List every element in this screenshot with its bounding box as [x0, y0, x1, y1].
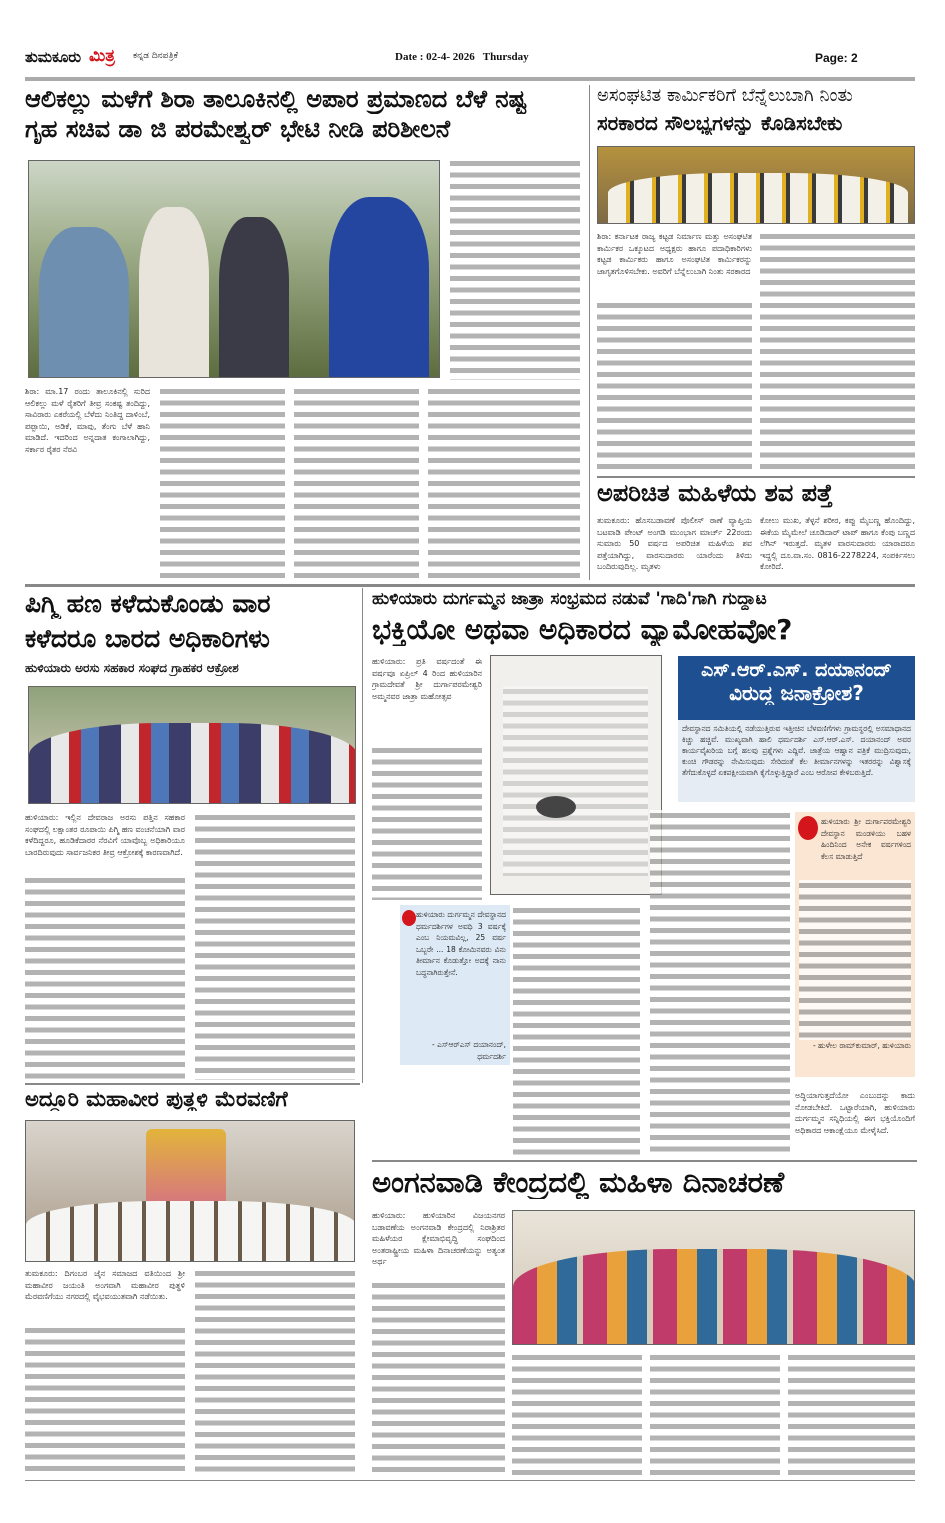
story6-text-columns	[25, 1325, 185, 1475]
quote-mark-icon	[798, 816, 818, 840]
column-divider	[362, 588, 363, 1083]
story2-text-columns	[597, 300, 752, 470]
story6-headline: ಅದ್ದೂರಿ ಮಹಾವೀರ ಪುತ್ಥಳಿ ಮೆರವಣಿಗೆ	[25, 1087, 288, 1111]
logo-name-accent: ಮಿತ್ರ	[89, 46, 115, 66]
story2-photo	[597, 146, 915, 224]
story7-text-columns	[788, 1352, 915, 1475]
divider	[372, 1160, 917, 1162]
story6-photo	[25, 1120, 355, 1262]
story1-headline-2: ಗೃಹ ಸಚಿವ ಡಾ ಜಿ ಪರಮೇಶ್ವರ್ ಭೇಟಿ ನೀಡಿ ಪರಿಶೀಲನೆ	[25, 116, 451, 143]
footer-rule	[25, 1480, 915, 1481]
story1-text-columns	[428, 386, 580, 578]
story4-text-columns	[25, 875, 185, 1080]
story4-headline-1: ಪಿಗ್ಮಿ ಹಣ ಕಳೆದುಕೊಂಡು ವಾರ	[25, 590, 271, 618]
story5-quote2: ಹುಳಿಯಾರು ಶ್ರೀ ದುರ್ಗಾಪರಮೇಶ್ವರಿ ದೇವಸ್ಥಾನ ಮಂಡಳಿಯು ಬಹಳ ಹಿಂದಿನಿಂದ ಅನೇಕ ವರ್ಷಗಳಿಂದ ಕೆಲಸ ಮಾಡುತ್ತಿದೆ - ಹುಳೇಲ ರಾಮ್‌ಕುಮಾರ್, ಹುಳಿಯಾರು	[795, 812, 915, 1077]
story3-headline: ಅಪರಿಚಿತ ಮಹಿಳೆಯ ಶವ ಪತ್ತೆ	[597, 480, 833, 507]
document-image	[490, 655, 662, 895]
story3-col1: ತುಮಕೂರು: ಹೊಸಬಡಾವಣೆ ಪೊಲೀಸ್ ಠಾಣೆ ವ್ಯಾಪ್ತಿಯ ಬಟವಾಡಿ ಪೇಂಟ್ ಅಂಗಡಿ ಮುಂಭಾಗ ಮಾರ್ಚ್ 22ರಂದು ಸುಮಾರು 50 ವರ್ಷದ ಅಪರಿಚಿತ ಮಹಿಳೆಯ ಶವ ಪತ್ತೆಯಾಗಿದ್ದು, ವಾರಸುದಾರರು ಯಾರೆಂದು ತಿಳಿದು ಬಂದಿರುವುದಿಲ್ಲ. ಮೃತಳು	[597, 516, 752, 571]
document-handwriting	[503, 686, 648, 876]
divider	[597, 476, 915, 478]
story1-text-columns	[294, 386, 419, 578]
issue-date: Date : 02-4- 2026 Thursday	[395, 51, 529, 63]
story7-headline: ಅಂಗನವಾಡಿ ಕೇಂದ್ರದಲ್ಲಿ ಮಹಿಳಾ ದಿನಾಚರಣೆ	[372, 1166, 785, 1199]
story1-text-columns	[160, 386, 285, 578]
quote-mark-icon	[402, 910, 416, 926]
column-divider	[589, 85, 590, 580]
section-rule	[25, 584, 915, 587]
story5-body: ಹುಳಿಯಾರು: ಪ್ರತಿ ವರ್ಷದಂತೆ ಈ ವರ್ಷವೂ ಏಪ್ರಿಲ್ 4 ರಿಂದ ಹುಳಿಯಾರಿನ ಗ್ರಾಮದೇವತೆ ಶ್ರೀ ದುರ್ಗಾಪರಮೇಶ್ವರಿ ಅಮ್ಮನವರ ಜಾತ್ರಾ ಮಹೋತ್ಸವ	[372, 657, 482, 701]
story5-text-columns	[372, 745, 482, 900]
story5-box-title-2: ವಿರುದ್ಧ ಜನಾಕ್ರೋಶ?	[729, 681, 864, 705]
story7-body: ಹುಳಿಯಾರು: ಹುಳಿಯಾರಿನ ವಿಜಯನಗರ ಬಡಾವಣೆಯ ಅಂಗನವಾಡಿ ಕೇಂದ್ರದಲ್ಲಿ ನಿರಾಶ್ರಿತರ ಮಹಿಳೆಯರ ಕ್ಷೇಮಾಭಿವೃದ್ಧಿ ಸಂಘದಿಂದ ಅಂತರಾಷ್ಟ್ರೀಯ ಮಹಿಳಾ ದಿನಾಚರಣೆಯನ್ನು ಅತ್ಯಂತ ಅರ್ಥ	[372, 1211, 505, 1266]
story1-headline-1: ಆಲಿಕಲ್ಲು ಮಳೆಗೆ ಶಿರಾ ತಾಲೂಕಿನಲ್ಲಿ ಅಪಾರ ಪ್ರಮಾಣದ ಬೆಳೆ ನಷ್ಟ	[25, 86, 527, 113]
logo-tagline: ಕನ್ನಡ ದಿನಪತ್ರಿಕೆ	[133, 51, 179, 61]
story4-headline-2: ಕಳೆದರೂ ಬಾರದ ಅಧಿಕಾರಿಗಳು	[25, 625, 270, 653]
story4-body: ಹುಳಿಯಾರು: ಇಲ್ಲಿನ ದೇವರಾಜ ಅರಸು ಪತ್ತಿನ ಸಹಕಾರ ಸಂಘದಲ್ಲಿ ಲಕ್ಷಾಂತರ ರೂಪಾಯಿ ಪಿಗ್ಮಿ ಹಣ ವಂಚನೆಯಾಗಿ ವಾರ ಕಳೆದಿದ್ದರೂ, ಹೂಡಿಕೆದಾರರ ನೆರವಿಗೆ ಯಾವೊಬ್ಬ ಅಧಿಕಾರಿಯೂ ಬಾರದಿರುವುದು ಸಾರ್ವಜನಿಕರ ತೀವ್ರ ಆಕ್ರೋಶಕ್ಕೆ ಕಾರಣವಾಗಿದೆ.	[25, 813, 185, 857]
story7-photo	[512, 1210, 915, 1345]
story1-photo	[28, 160, 440, 378]
story7-text-columns	[372, 1280, 505, 1475]
story5-box-title-1: ಎಸ್.ಆರ್.ಎಸ್. ದಯಾನಂದ್	[701, 660, 892, 681]
quote-text-lines	[799, 880, 911, 1040]
story5-tail: ಅದ್ಧಿಯಾಗುತ್ತದೆಯೋ ಎಂಬುದನ್ನು ಕಾದು ನೋಡಬೇಕಿದೆ. ಒಟ್ಟಾರೆಯಾಗಿ, ಹುಳಿಯಾರು ದುರ್ಗಮ್ಮನ ಸನ್ನಿಧಿಯಲ್ಲಿ ಈಗ ಭಕ್ತಿಯೊಂದಿಗೆ ಅಧಿಕಾರದ ಆಕಾಂಕ್ಷೆಯೂ ಮೇಳೈಸಿದೆ.	[795, 1091, 915, 1135]
story5-text-columns	[513, 905, 640, 1155]
story7-text-columns	[650, 1352, 780, 1475]
story4-photo	[28, 686, 356, 804]
story5-text-columns	[650, 810, 790, 1155]
logo-name: ತುಮಕೂರು	[25, 48, 82, 66]
divider	[25, 1083, 360, 1085]
story1-body: ಶಿರಾ: ಮಾ.17 ರಂದು ತಾಲೂಕಿನಲ್ಲಿ ಸುರಿದ ಆಲಿಕಲ್ಲು ಮಳೆ ರೈತರಿಗೆ ತೀವ್ರ ಸಂಕಷ್ಟ ತಂದಿದ್ದು, ಸಾವಿರಾರು ಎಕರೆಯಲ್ಲಿ ಬೆಳೆದು ನಿಂತಿದ್ದ ದಾಳಿಂಬೆ, ಪಪ್ಪಾಯಿ, ಅಡಿಕೆ, ಮಾವು, ತೆಂಗು ಬೆಳೆ ಹಾನಿ ಮಾಡಿದೆ. ಇದರಿಂದ ಅನ್ನದಾತ ಕಂಗಾಲಾಗಿದ್ದು, ಸರ್ಕಾರ ರೈತರ ನೆರವಿ	[25, 387, 150, 454]
story2-text-columns	[760, 231, 915, 469]
page-number: Page: 2	[815, 51, 858, 65]
story6-text-columns	[195, 1268, 355, 1475]
story2-body: ಶಿರಾ: ಕರ್ನಾಟಕ ರಾಜ್ಯ ಕಟ್ಟಡ ನಿರ್ಮಾಣ ಮತ್ತು ಅಸಂಘಟಿತ ಕಾರ್ಮಿಕರ ಒಕ್ಕೂಟದ ಅಧ್ಯಕ್ಷರು ಹಾಗೂ ಪದಾಧಿಕಾರಿಗಳು ಕಟ್ಟಡ ಕಾರ್ಮಿಕರು ಹಾಗೂ ಅಸಂಘಟಿತ ಕಾರ್ಮಿಕರನ್ನು ಜಾಗೃತಗೊಳಿಸಬೇಕು. ಅವರಿಗೆ ಬೆನ್ನೆಲುಬಾಗಿ ನಿಂತು ಸರಕಾರದ	[597, 232, 752, 276]
story7-text-columns	[512, 1352, 642, 1475]
story6-body: ತುಮಕೂರು: ದಿಗಂಬರ ಜೈನ ಸಮಾಜದ ವತಿಯಿಂದ ಶ್ರೀ ಮಹಾವೀರ ಜಯಂತಿ ಅಂಗವಾಗಿ ಮಹಾವೀರ ಪುತ್ಥಳಿ ಮೆರವಣಿಗೆಯು ನಗರದಲ್ಲಿ ವೈಭವಯುತವಾಗಿ ನಡೆಯಿತು.	[25, 1269, 185, 1301]
story1-text-columns	[450, 158, 580, 380]
document-stamp	[536, 796, 576, 818]
story3-col2: ಕೋಲು ಮುಖ, ತೆಳ್ಳನೆ ಶರೀರ, ಕಪ್ಪು ಮೈಬಣ್ಣ ಹೊಂದಿದ್ದು, ಈಕೆಯ ಮೈಮೇಲೆ ಚೂಡಿದಾರ್ ಟಾಪ್ ಹಾಗೂ ಕೆಂಪು ಬಣ್ಣದ ಲೆಗಿನ್ ಇರುತ್ತದೆ. ಮೃತಳ ವಾರಸುದಾರರು ಯಾರಾದರೂ ಇದ್ದಲ್ಲಿ ದೂ.ವಾ.ಸಂ. 0816-2278224, ಸಂಪರ್ಕಿಸಲು ಕೋರಿದೆ.	[760, 516, 915, 571]
story2-headline-1: ಅಸಂಘಟಿತ ಕಾರ್ಮಿಕರಿಗೆ ಬೆನ್ನೆಲುಬಾಗಿ ನಿಂತು	[597, 86, 853, 106]
story4-subhead: ಹುಳಿಯಾರು ಅರಸು ಸಹಕಾರ ಸಂಘದ ಗ್ರಾಹಕರ ಆಕ್ರೋಶ	[25, 662, 239, 675]
story5-headline: ಭಕ್ತಿಯೋ ಅಥವಾ ಅಧಿಕಾರದ ವ್ಯಾಮೋಹವೋ?	[372, 614, 793, 646]
story5-kicker: ಹುಳಿಯಾರು ದುರ್ಗಮ್ಮನ ಜಾತ್ರಾ ಸಂಭ್ರಮದ ನಡುವೆ 'ಗಾದಿ'ಗಾಗಿ ಗುದ್ದಾಟ	[372, 590, 767, 609]
masthead-rule	[25, 77, 915, 81]
masthead	[25, 46, 915, 72]
story5-box-header	[678, 656, 915, 720]
story2-headline-2: ಸರಕಾರದ ಸೌಲಭ್ಯಗಳನ್ನು ಕೊಡಿಸಬೇಕು	[597, 112, 843, 135]
story5-quote1: ಹುಳಿಯಾರು ದುರ್ಗಮ್ಮನ ದೇವಸ್ಥಾನದ ಧರ್ಮದರ್ಶಿಗಳ ಅವಧಿ 3 ವರ್ಷಕ್ಕೆ ಎಂಬ ನಿಯಮವಿಲ್ಲ, 25 ವರ್ಷ ಒಬ್ಬರೇ ... 18 ಕೋಮಿನವರು ವಿನು ತೀರ್ಮಾನ ಕೊಡುತ್ತೋ ಅದಕ್ಕೆ ನಾನು ಬದ್ಧನಾಗಿರುತ್ತೇನೆ. - ಎಸ್‌ಆರ್‌ಎಸ್ ದಯಾನಂದ್, ಧರ್ಮದರ್ಶಿ	[400, 905, 510, 1065]
story5-box-text: ದೇವಸ್ಥಾನದ ಸಮಿತಿಯಲ್ಲಿ ನಡೆಯುತ್ತಿರುವ ಇತ್ತೀಚಿನ ಬೆಳವಣಿಗೆಗಳು ಗ್ರಾಮಸ್ಥರಲ್ಲಿ ಅಸಮಾಧಾನದ ಕಿಚ್ಚು ಹಚ್ಚಿವೆ. ಮುಖ್ಯವಾಗಿ ಹಾಲಿ ಧರ್ಮದರ್ಶಿ ಎಸ್.ಆರ್.ಎಸ್. ದಯಾನಂದ್ ಅವರ ಕಾರ್ಯವೈಖರಿಯ ಬಗ್ಗೆ ಹಲವು ಪ್ರಶ್ನೆಗಳು ಎದ್ದಿವೆ. ಜಾತ್ರೆಯ ಆಹ್ವಾನ ಪತ್ರಿಕೆ ಮುದ್ರಿಸುವುದು, ಕುಂಚಿ ಗೌಡರನ್ನು ನೇಮಿಸುವುದು ಸೇರಿದಂತೆ ಕೆಲ ತೀರ್ಮಾನಗಳನ್ನು ಇತರರನ್ನು ವಿಶ್ವಾಸಕ್ಕೆ ತೆಗೆದುಕೊಳ್ಳದೆ ಏಕಪಕ್ಷೀಯವಾಗಿ ಕೈಗೊಳ್ಳುತ್ತಿದ್ದಾರೆ ಎಂಬ ಆರೋಪ ಕೇಳಿಬರುತ್ತಿದೆ.	[678, 720, 915, 802]
story4-text-columns	[195, 812, 355, 1080]
